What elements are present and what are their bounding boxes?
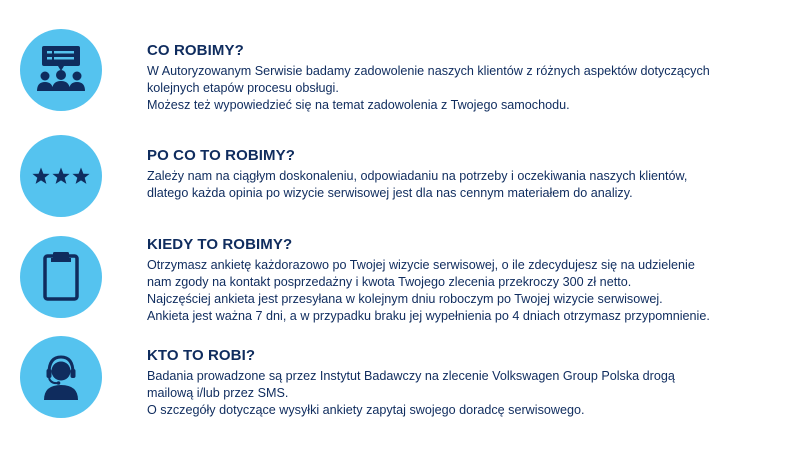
section-text-line: nam zgody na kontakt posprzedażny i kwota Twojego zlecenia przekroczy 300 zł netto.	[147, 275, 632, 289]
section-text-line: Ankieta jest ważna 7 dni, a w przypadku braku jej wypełnienia po 4 dniach otrzymasz przypomnienie.	[147, 309, 710, 323]
headset-agent-icon	[20, 336, 102, 418]
icon-circle	[20, 135, 102, 217]
section-text-line: Możesz też wypowiedzieć się na temat zadowolenia z Twojego samochodu.	[147, 98, 570, 112]
group-speech-icon	[20, 29, 102, 111]
section-text-line: O szczegóły dotyczące wysyłki ankiety zapytaj swojego doradcę serwisowego.	[147, 403, 585, 417]
section-text-line: dlatego każda opinia po wizycie serwisowej jest dla nas cennym materiałem do analizy.	[147, 186, 633, 200]
section-text-line: kolejnych etapów procesu obsługi.	[147, 81, 339, 95]
icon-circle	[20, 236, 102, 318]
icon-circle	[20, 336, 102, 418]
section-heading: KTO TO ROBI?	[147, 347, 256, 364]
section-text-line: Najczęściej ankieta jest przesyłana w kolejnym dniu roboczym po Twojej wizycie serwisowej.	[147, 292, 663, 306]
section-heading: PO CO TO ROBIMY?	[147, 147, 295, 164]
three-stars-icon	[20, 135, 102, 217]
section-text-line: Otrzymasz ankietę każdorazowo po Twojej wizycie serwisowej, o ile zdecydujesz się na udzielenie	[147, 258, 695, 272]
section-text-line: mailową i/lub przez SMS.	[147, 386, 289, 400]
section-heading: CO ROBIMY?	[147, 42, 244, 59]
section-text-line: Zależy nam na ciągłym doskonaleniu, odpowiadaniu na potrzeby i oczekiwania naszych klientów,	[147, 169, 688, 183]
icon-circle	[20, 29, 102, 111]
section-text-line: W Autoryzowanym Serwisie badamy zadowolenie naszych klientów z różnych aspektów dotyczących	[147, 64, 710, 78]
clipboard-icon	[20, 236, 102, 318]
section-heading: KIEDY TO ROBIMY?	[147, 236, 293, 253]
section-text-line: Badania prowadzone są przez Instytut Badawczy na zlecenie Volkswagen Group Polska drogą	[147, 369, 675, 383]
